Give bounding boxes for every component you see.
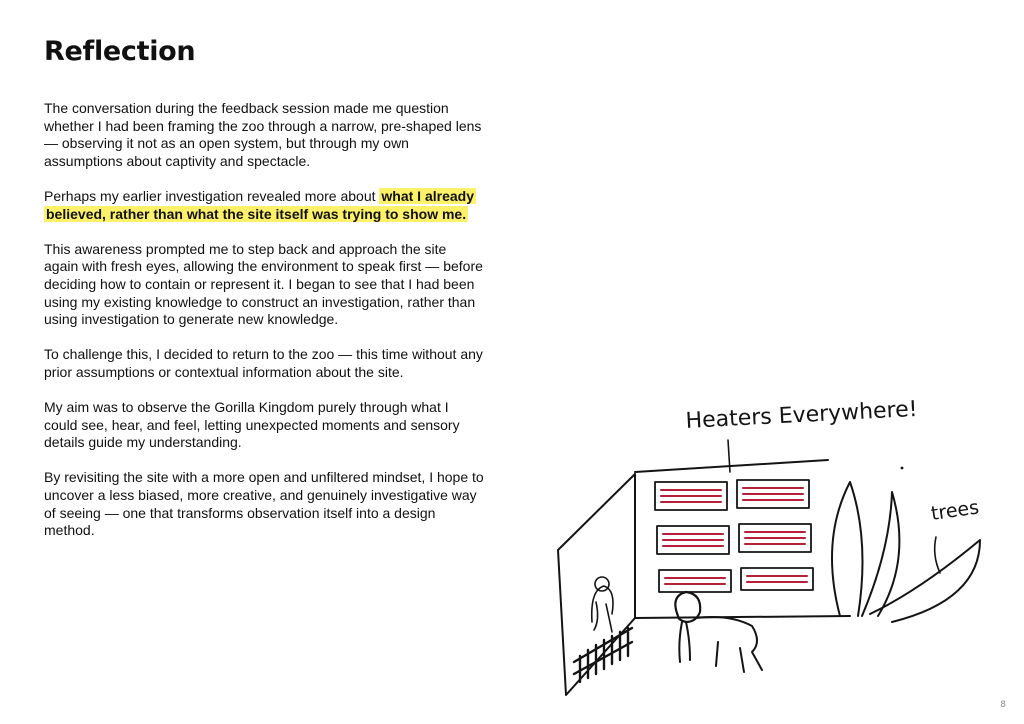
paragraph-2-lead: Perhaps my earlier investigation revealed more about	[44, 187, 380, 204]
trees-label: trees	[929, 496, 981, 525]
body-text	[44, 100, 484, 557]
tree-leaf-middle	[862, 492, 899, 616]
tree-leaf-left	[832, 482, 863, 616]
paragraph-2	[44, 188, 484, 223]
figure-head	[595, 577, 609, 591]
highlighted-sentence: what I already believed, rather than what the site itself was trying to show me.	[46, 187, 474, 222]
page-number: 8	[1000, 700, 1006, 710]
gorilla-arm	[679, 622, 690, 662]
heater-panels	[655, 480, 813, 592]
trees-pointer-line	[935, 537, 940, 573]
page-title: Reflection	[44, 36, 196, 67]
gorilla-enclosure-sketch	[540, 390, 1020, 710]
heaters-label: Heaters Everywhere!	[685, 396, 919, 434]
floor-line	[635, 616, 850, 618]
gorilla-body	[696, 617, 762, 672]
paragraph-3: This awareness prompted me to step back and approach the site again with fresh eyes, allowing the environment to speak first — before deciding how to contain or represent it. I began to see that I had been using my existing knowledge to construct an investigation, rather than using investigation to generate new knowledge.	[44, 240, 483, 328]
back-wall-top	[635, 460, 828, 472]
tree-leaf-right	[870, 540, 980, 622]
standing-figure	[592, 586, 613, 632]
fence	[574, 628, 632, 682]
paragraph-1: The conversation during the feedback session made me question whether I had been framing the zoo through a narrow, pre-shaped lens — observing it not as an open system, but through my own assumptions about captivity and spectacle.	[44, 100, 482, 169]
heater-panel	[659, 570, 731, 592]
heater-panel	[741, 568, 813, 590]
gorilla-drawing	[675, 592, 762, 672]
paragraph-6: By revisiting the site with a more open and unfiltered mindset, I hope to uncover a less biased, more creative, and genuinely investigative way of seeing — one that transforms observation itself into a design method.	[44, 469, 484, 539]
ink-speck	[901, 467, 904, 470]
paragraph-4: To challenge this, I decided to return to the zoo — this time without any prior assumptions or contextual information about the site.	[44, 346, 483, 380]
paragraph-5: My aim was to observe the Gorilla Kingdom purely through what I could see, hear, and feel, letting unexpected moments and sensory details guide my understanding.	[44, 399, 460, 451]
